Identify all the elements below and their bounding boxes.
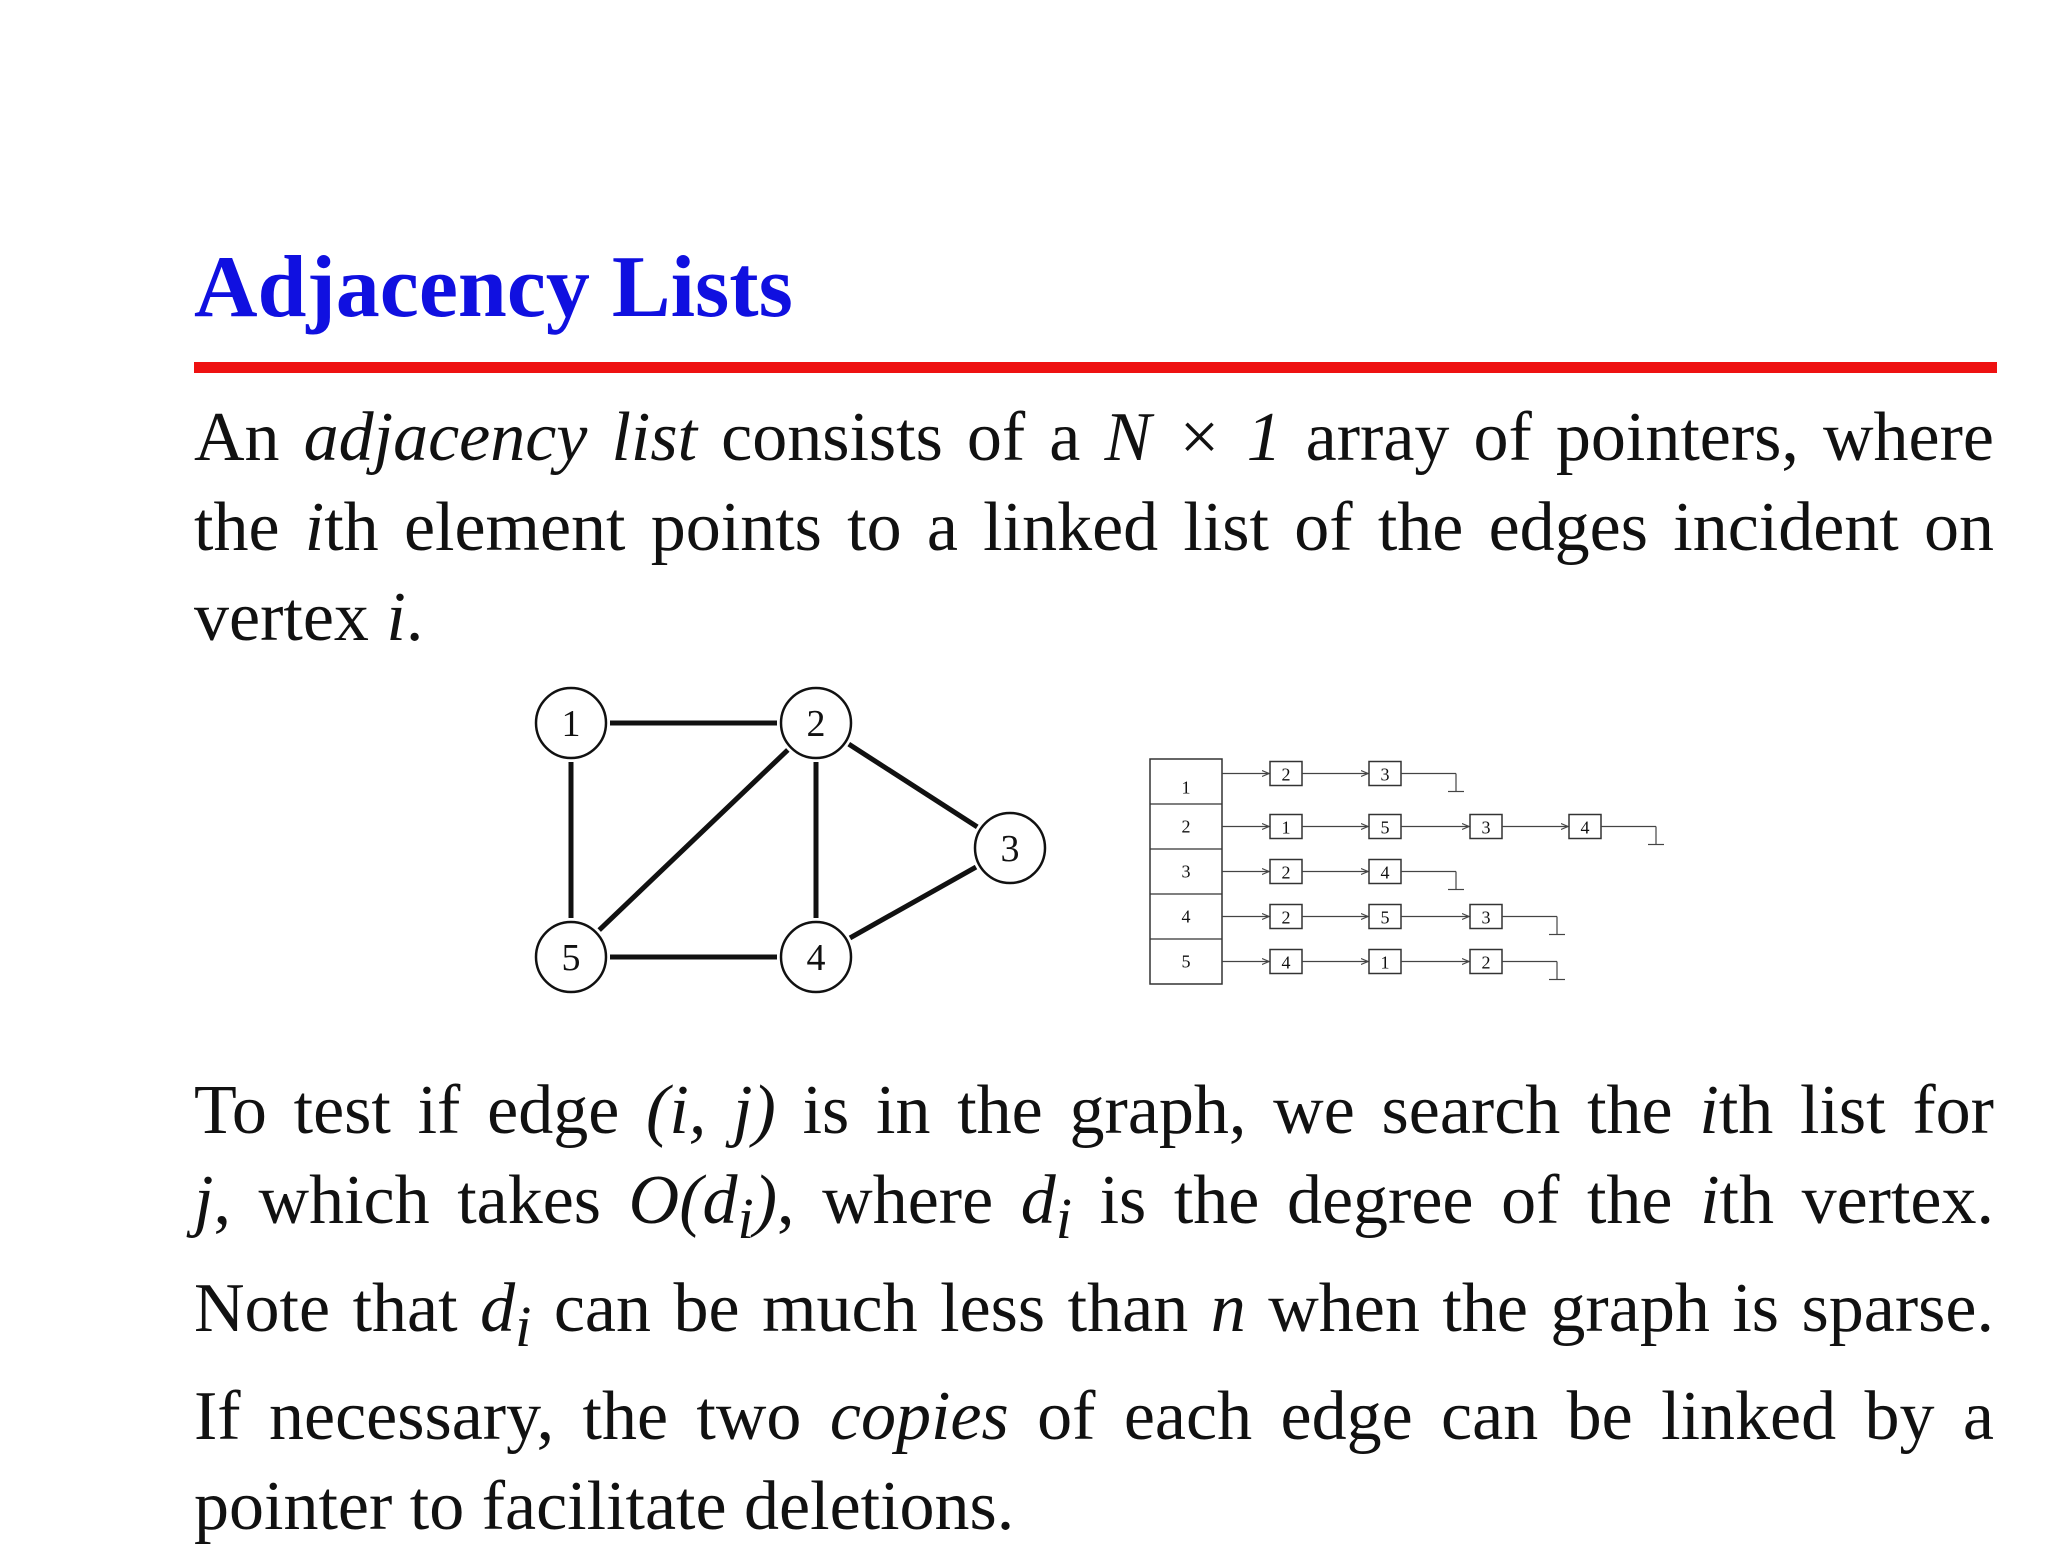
adjacency-list-diagram: [1150, 759, 1664, 984]
list-node-label: 3: [1481, 817, 1491, 838]
list-node-label: 4: [1380, 862, 1390, 883]
array-index-label: 1: [1181, 777, 1191, 798]
list-node-label: 2: [1281, 907, 1291, 928]
body-line-5: pointer to facilitate deletions.: [194, 1468, 1015, 1545]
graph-vertex-label: 2: [806, 703, 826, 745]
array-index-label: 4: [1181, 906, 1191, 927]
graph-edge-2-3: [849, 744, 977, 827]
graph-vertex-label: 4: [806, 937, 826, 979]
graph-edge-2-5: [599, 750, 788, 930]
body-paragraph: [194, 1066, 1994, 1552]
list-node-label: 3: [1481, 907, 1491, 928]
list-node-label: 1: [1281, 817, 1291, 838]
list-node-label: 2: [1281, 862, 1291, 883]
list-node-label: 4: [1281, 952, 1291, 973]
graph-vertex-label: 1: [561, 703, 581, 745]
graph-vertex-label: 3: [1000, 828, 1020, 870]
intro-line-3: vertex i.: [194, 579, 424, 656]
graph-vertex-label: 5: [561, 937, 581, 979]
body-line-1: To test if edge (i, j) is in the graph, we search the ith list for: [194, 1072, 1994, 1149]
graph-edges: [571, 723, 977, 957]
list-node-label: 3: [1380, 764, 1390, 785]
body-line-2: j, which takes $O(d_i)$, where $d_i$ is the degree of the ith vertex.: [194, 1162, 1994, 1251]
list-node-label: 5: [1380, 907, 1390, 928]
list-node-label: 2: [1481, 952, 1491, 973]
intro-line-1: An adjacency list consists of a N × 1 array of pointers, where: [194, 399, 1995, 476]
array-index-label: 2: [1181, 816, 1191, 837]
intro-line-2: the ith element points to a linked list of the edges incident on: [194, 489, 1994, 566]
graph-edge-3-4: [850, 867, 976, 938]
list-node-label: 5: [1380, 817, 1390, 838]
graph-vertices: [536, 688, 1045, 992]
list-node-label: 2: [1281, 764, 1291, 785]
array-index-label: 3: [1181, 861, 1191, 882]
body-line-3: Note that $d_i$ can be much less than n when the graph is sparse.: [194, 1270, 1994, 1359]
page-title: Adjacency Lists: [194, 239, 793, 336]
body-line-4: If necessary, the two copies of each edge can be linked by a: [194, 1378, 1994, 1455]
list-node-label: 4: [1580, 817, 1590, 838]
array-index-label: 5: [1181, 951, 1191, 972]
list-node-label: 1: [1380, 952, 1390, 973]
